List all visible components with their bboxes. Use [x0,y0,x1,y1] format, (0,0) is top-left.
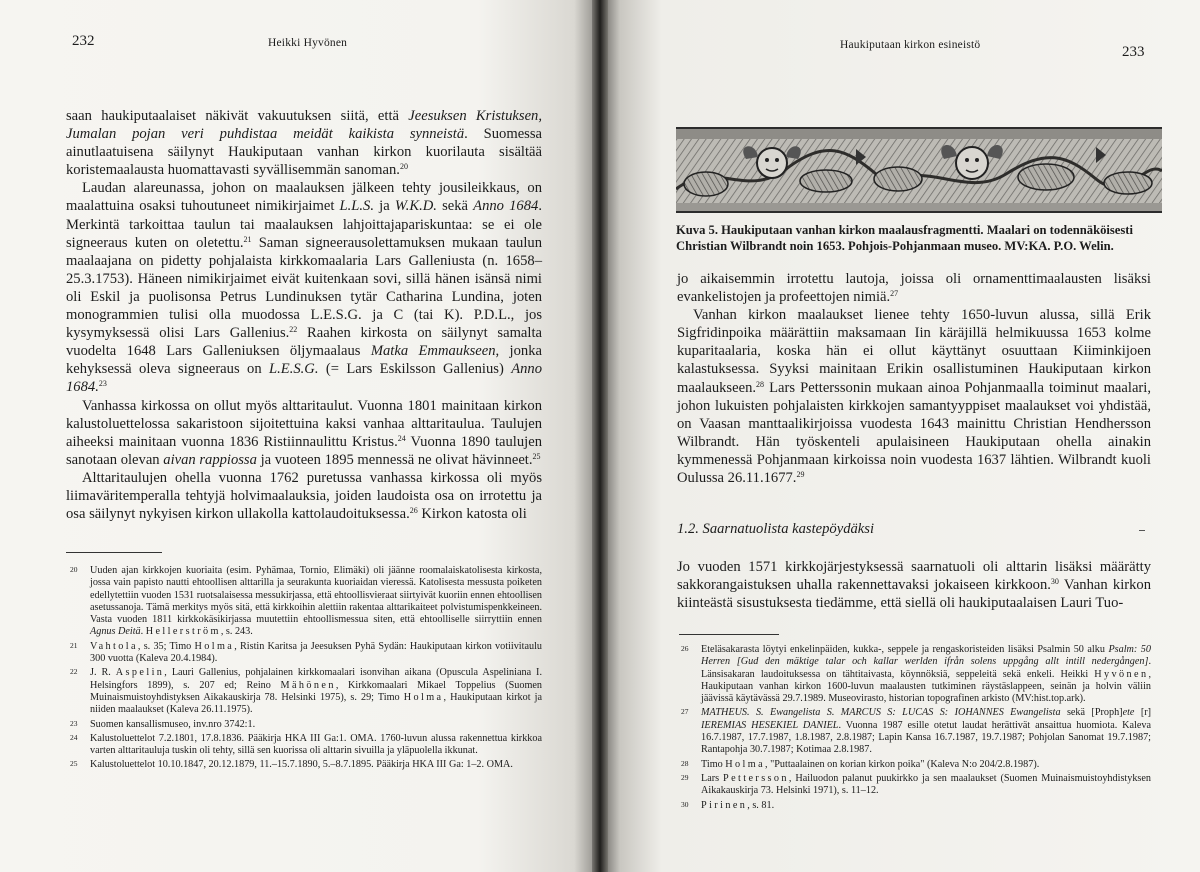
text-run: , Haukiputaan vanhan kirkon 1600-luvun maalausten tutkiminen räystäslappeen, seinän ja holvin väliin jäävissä käytävässä 29.7.1989. Museovirasto, historian topografinen arkisto (MV:hist.top.ark). [701,668,1151,705]
italic-text: Psalm: 50 Herren [Gud den mäktige talar och kallar werlden ifrån solens uppgång allt intill nedergången] [701,644,1151,668]
text-run: Lars [701,772,724,784]
text-run: ja [374,198,395,215]
footnote-ref: 23 [98,379,107,389]
body-text [66,107,542,523]
paragraph [677,558,1151,612]
text-run: sekä [436,198,474,215]
footnote-number: 26 [681,644,689,653]
author-name: Hellerström [145,626,221,638]
footnotes [677,644,1151,814]
italic-text: Jeesuksen Kristuksen, Jumalan pojan veri puhdistaa meidät kaikista synneistä [66,108,542,143]
footnote-rule [66,552,162,553]
italic-text: Agnus Deitä [90,626,141,638]
footnote [66,719,542,731]
text-run: . Länsisakaran laudoituksessa on tähtitaivasta, köynnöksiä, seppeleitä sekä enkeli. Heikki [701,656,1151,680]
footnote [677,707,1151,756]
footnote [66,641,542,666]
text-run: Eteläsakarasta löytyi enkelinpäiden, kukka-, seppele ja rengaskoristeiden lisäksi Psalmin 50 alku [701,644,1109,655]
italic-text: L.L.S. [339,198,375,215]
text-run: Vuonna 1890 taulujen sanotaan olevan [66,433,542,468]
footnote-number: 22 [70,667,78,677]
page-number: 232 [72,33,95,49]
figure-painting-fragment [676,127,1162,213]
text-run: , s. 81. [747,799,775,811]
italic-text: Matka Emmaukseen [370,343,496,360]
text-run: saan haukiputaalaiset näkivät vakuutuksen siitä, että [66,108,409,124]
footnote [66,565,542,639]
footnote [66,733,542,758]
italic-text: Anno 1684. [66,361,543,396]
text-run: Vanhan kirkon maalaukset lienee tehty 1650-luvun alussa, sillä Erik Sigfridinpoika määrättiin maksamaan Iin käräjillä helmikuussa 1653 kolme kuparitaalaria, koska hän ei ollut käyttänyt osuuttaan Kiiminkijoen kalastuksessa. Syyksi mainitaan Erikin osallistuminen Haukiputaan kirkon maalaukseen. [677,307,1151,396]
footnote-ref: 24 [397,433,406,443]
text-run: , Ristin Karitsa ja Jeesuksen Pyhä Sydän: Haukiputaan kirkon votiivitaulu 300 vuotta (Kaleva 20.4.1984). [90,640,543,665]
text-run: . Suomessa ainutlaatuisena säilynyt Haukiputaan vanhan kirkon kuorilauta sisältää koristemaalausta huomattavasti syvällisemmän sanoman. [66,126,543,179]
paragraph [66,107,542,179]
text-run: jo aikaisemmin irrotettu lautoja, joissa oli ornamenttimaalausten lisäksi evankelistojen ja profeettojen nimiä. [677,271,1151,306]
footnote-ref: 22 [289,325,298,335]
page-number: 233 [1122,44,1145,60]
text-run: Timo [701,758,726,770]
running-head: Heikki Hyvönen [268,37,348,49]
text-run: Vanhan kirkon kiinteästä sisustuksesta tiedämme, että siellä oli haukiputaalaisen Lauri Tuo- [677,577,1151,612]
footnote [677,644,1151,705]
text-run: Uuden ajan kirkkojen kuoriaita (esim. Pyhämaa, Tornio, Elimäki) oli jäänne roomalaiskatolisesta kirkosta, jossa vain papisto nautti ehtoollisen alttarilla ja seurakunta kuoriaidan vieressä. Katolisesta messusta poiketen edellytettiin vuoden 1531 ruotsalaisessa messukirjassa, että ehtoollisvieraat siirtyivät kuoriin ennen ehtoollisen asetussanoja. Tämä merkitys myös sitä, että kirkkoihin alettiin rakentaa alttarikaiteet polvistumispenkkeineen. Vasta vuoden 1811 kirkkokäsikirjassa muutettiin ehtoollismessua siten, että ehtoolliselle siirryttiin ennen [90,565,542,626]
author-name: Holma [194,640,235,652]
figure-caption: Kuva 5. Haukiputaan vanhan kirkon maalausfragmentti. Maalari on todennäköisesti Christian Wilbrandt noin 1653. Pohjois-Pohjanmaan museo. MV:KA. P.O. Welin. [676,223,1133,253]
text-run: . [140,626,146,638]
text-run: Jo vuoden 1571 kirkkojärjestyksessä saarnatuoli oli alttarin lisäksi määrätty sakkorangaistuksen uhalla rakennettavaksi jokaiseen kirkkoon. [677,559,1151,594]
text-run: , s. 35; Timo [137,640,195,652]
text-run: , Kirkkomaalari Mikael Toppelius (Suomen Muinaismuistoyhdistyksen Aikakauskirja 78. Helsinki 1975), s. 29; Timo [90,679,542,703]
text-run: ja vuoteen 1895 mennessä ne olivat hävinneet. [256,451,533,468]
footnote [66,667,542,716]
footnote-number: 30 [681,799,689,809]
footnote [677,773,1151,798]
text-run: , Haukiputaan kirkot ja niiden maalaukset (Kaleva 26.11.1975). [90,691,542,716]
footnote-number: 28 [681,758,689,768]
text-run: Alttaritaulujen ohella vuonna 1762 puretussa vanhassa kirkossa oli myös liimaväritemperalla tehtyjä holvimaalauksia, joiden laudoista osa on irrotettu ja osa säilynyt nykyisen kirkon ullakolla kattolaudoituksessa. [66,469,542,523]
text-run: J. R. [90,667,116,679]
footnote-ref: 29 [796,470,805,480]
author-name: Pettersson [723,772,789,784]
author-name: Hyvönen [1094,668,1149,680]
author-name: Vahtola [90,640,138,652]
text-run: Vanhassa kirkossa on ollut myös alttaritaulut. Vuonna 1801 mainitaan kirkon kalustoluettelossa sakaristoon sijoitettuina kaksi vanhaa alttaritaulua. Taulujen aiheeksi mainitaan vuonna 1836 Ristiinnaulittu Kristus. [66,397,542,450]
author-name: Holma [403,691,444,703]
section-heading: 1.2. Saarnatuolista kastepöydäksi [677,521,875,537]
text-run: [r] [1134,707,1151,719]
paragraph [66,469,542,523]
author-name: Mähönen [280,679,336,691]
text-run: Kirkon katosta oli [417,506,527,523]
footnote [677,759,1151,771]
footnote-ref: 20 [399,162,408,172]
footnote-number: 20 [70,565,78,574]
text-run: , Lauri Gallenius, pohjalainen kirkkomaalari isonvihan aikana (Opuscula Aspeliniana I. Helsingfors 1899), s. 207 ed; Reino [90,667,542,691]
text-run: , s. 243. [220,626,253,638]
painting-fragment-image [676,129,1162,211]
italic-text: ete [1122,707,1135,719]
left-page [0,0,598,872]
text-run: , jonka kehyksessä oleva signeeraus on [66,343,542,378]
footnote-number: 23 [70,718,78,728]
body-text-top [677,270,1151,487]
footnote-ref: 30 [1050,577,1059,587]
text-run: Suomen kansallismuseo, inv.nro 3742:1. [90,718,256,730]
footnote-ref: 26 [409,506,418,516]
text-run: sekä [Proph] [1060,707,1123,719]
footnote-ref: 21 [243,234,252,244]
paragraph [677,270,1151,306]
running-head: Haukiputaan kirkon esineistö [840,39,981,51]
author-name: Pirinen [701,799,748,811]
paragraph [66,179,542,396]
body-text-bottom [677,558,1151,612]
footnotes [66,565,542,774]
footnote-number: 25 [70,759,78,769]
footnote-ref: 28 [756,379,765,389]
footnote-ref: 27 [890,289,899,299]
margin-tick-mark [1139,530,1145,531]
text-run: , Hailuodon palanut puukirkko ja sen maalaukset (Suomen Muinaismuistoyhdistyksen Aikakauskirja 73. Helsinki 1971), s. 11–12. [701,772,1152,797]
italic-text: MATHEUS. S. Ewangelista S. MARCUS S: LUCAS S: IOHANNES Ewangelista [701,707,1061,719]
footnote-number: 27 [681,707,689,717]
italic-text: IEREMIAS HESEKIEL DANIEL [701,719,839,731]
italic-text: W.K.D. [394,198,437,215]
text-run: . Vuonna 1987 esille otetut laudat herättivät ansaittua huomiota. Kaleva 16.7.1987, 17.7.1987, 1.8.1987, 2.8.1987; Lapin Kansa 16.7.1987, 19.7.1987; Pohjolan Sanomat 19.7.1987; Rantapohja 30.7.1987; Kotimaa 2.8.1987. [701,719,1151,756]
paragraph [66,397,542,469]
italic-text: L.E.S.G. [269,361,319,378]
italic-text: Anno 1684 [473,198,539,215]
text-run: , "Puttaalainen on korian kirkon poika" (Kaleva N:o 204/2.8.1987). [765,758,1040,770]
text-run: Kalustoluettelot 10.10.1847, 20.12.1879, 11.–15.7.1890, 5.–8.7.1895. Pääkirja HKA III Ga: 1–2. OMA. [90,759,513,771]
footnote-number: 29 [681,772,689,782]
footnote-ref: 25 [532,451,541,461]
text-run: Lars Petterssonin mukaan ainoa Pohjanmaalla toiminut maalari, johon lukuisten pohjalaisten kirkkojen samantyyppiset maalaukset voi yhdistää, on Vaasan manttaalikirjoissa vuodesta 1643 mainittu Christian Hendhersson Wilbrandt. Hän työskenteli apulaisineen Haukiputaan ohella ainakin kymmenessä Pohjanmaan kirkoissa noin vuodesta 1637 lähtien. Wilbrandt kuoli Oulussa 26.11.1677. [677,379,1151,487]
author-name: Holma [725,758,765,770]
paragraph [677,306,1151,487]
text-run: Laudan alareunassa, johon on maalauksen jälkeen tehty jousileikkaus, on maalattuina osaksi tuhoutuneet nimikirjaimet [66,180,542,215]
footnote [677,800,1151,812]
text-run: Saman signeerausolettamuksen mukaan taulun maalaajana on pidetty pohjalaista kirkkomaalaria Lars Galleniusta (n. 1658–25.3.1753). Häneen nimikirjaimet eivät kuitenkaan sovi, sillä hänen isänsä nimi oli Eskil ja puolisonsa Petrus Lundinuksen tytär Catharina Lundina, joten monogrammien tulisi olla muodossa L.E.S.G. ja C (tai K). P.D.L., jos kysymyksessä olisi Lars Gallenius. [66,234,542,342]
footnote-rule [679,634,779,635]
footnote-number: 21 [70,640,78,650]
text-run: (= Lars Eskilsson Gallenius) [318,361,512,378]
text-run: . Merkintä tarkoittaa taulun tai maalauksen lahjoittajapariskuntaa: se ei ole signeeraus kuten on oletettu. [66,198,542,251]
text-run: Raahen kirkosta on säilynyt samalta vuodelta 1648 Lars Galleniuksen öljymaalaus [66,325,542,360]
book-spine [592,0,608,872]
footnote-number: 24 [70,732,78,742]
italic-text: aivan rappiossa [163,451,257,468]
author-name: Aspelin [115,667,165,679]
text-run: Kalustoluettelot 7.2.1801, 17.8.1836. Pääkirja HKA III Ga:1. OMA. 1760-luvun alussa rakennettua kirkkoa varten alttaritauluja tuskin oli tehty, sillä sen kuorissa oli alttarin sivuilla ja yläpuolella ikkunat. [90,732,542,757]
footnote [66,759,542,771]
